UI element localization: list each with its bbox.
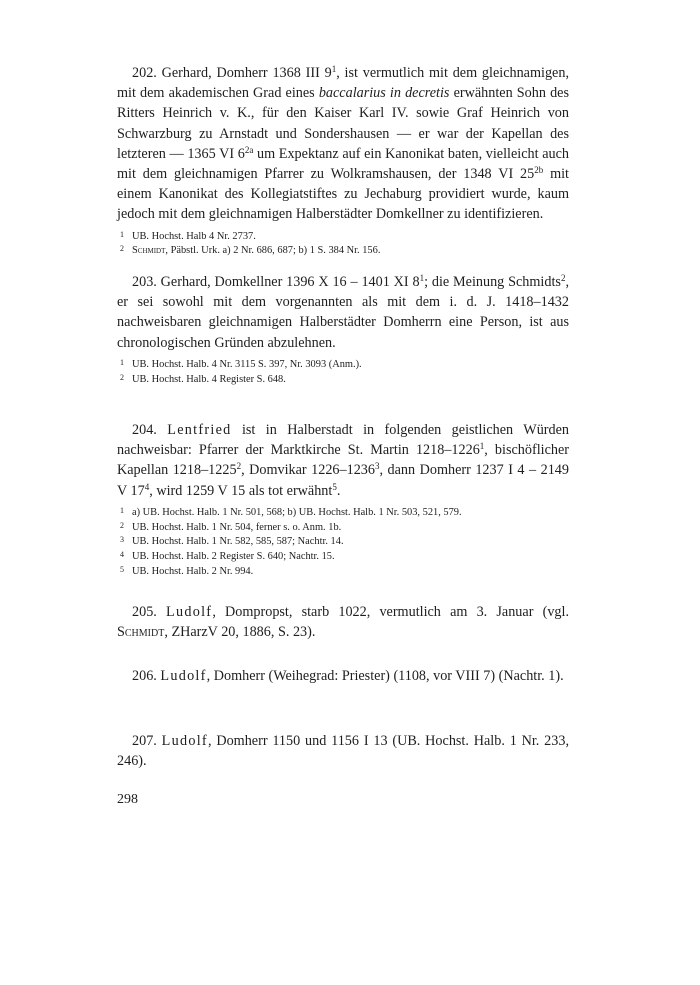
entry-203 [117, 272, 569, 387]
entry-204-text: 204. Lentfried ist in Halberstadt in folgenden geistlichen Würden nachweisbar: Pfarrer der Marktkirche St. Martin 1218–1226$^1$, bischöflicher Kapellan 1218–1225$^2$, Domvikar 1226–1236$^3$, dann Domherr 1237 I 4 – 2149 V $17^4$, wird 1259 V 15 als tot erwähnt$^5$. [117, 422, 569, 499]
entry-206 [117, 666, 569, 686]
footnote: 1 UB. Hochst. Halb. 4 Nr. 3115 S. 397, Nr. 3093 (Anm.). [120, 357, 362, 370]
entry-202 [117, 63, 569, 259]
entry-204-name: Lentfried [167, 422, 232, 438]
entry-205-text: 205. Ludolf, Dompropst, starb 1022, vermutlich am 3. Januar (vgl. Schmidt, ZHarzV 20, 1886, S. 23). [117, 604, 570, 641]
entry-205-name: Ludolf [166, 604, 213, 620]
entry-206-name: Ludolf [160, 668, 207, 684]
entry-203-text: 203. Gerhard, Domkellner 1396 X 16 – 1401 XI $8^1$; die Meinung Schmidts$^2$, er sei sowohl mit dem vorgenannten als mit dem i. d. J. 1418–1432 nachweisbaren gleichnamigen Halberstädter Domherrn eine Person, ist aus chronologischen Gründen abzulehnen. [117, 273, 569, 351]
entry-207-name: Ludolf [161, 733, 208, 749]
entry-204-footnotes [117, 506, 569, 580]
entry-207 [117, 731, 569, 771]
footnote: 2 UB. Hochst. Halb. 4 Register S. 648. [120, 372, 286, 385]
footnote: 3 UB. Hochst. Halb. 1 Nr. 582, 585, 587; Nachtr. 14. [120, 535, 344, 548]
entry-207-text: 207. Ludolf, Domherr 1150 und 1156 I 13 (UB. Hochst. Halb. 1 Nr. 233, 246). [117, 733, 569, 770]
page-number: 298 [117, 792, 138, 807]
entry-204 [117, 420, 569, 580]
footnote: 4 UB. Hochst. Halb. 2 Register S. 640; Nachtr. 15. [120, 550, 335, 563]
entry-202-footnotes [117, 230, 569, 260]
footnote: 2 Schmidt, Päbstl. Urk. a) 2 Nr. 686, 687; b) 1 S. 384 Nr. 156. [120, 244, 381, 257]
footnote: 2 UB. Hochst. Halb. 1 Nr. 504, ferner s. o. Anm. 1b. [120, 520, 342, 533]
footnote: 5 UB. Hochst. Halb. 2 Nr. 994. [120, 565, 254, 577]
footnote: 1 UB. Hochst. Halb 4 Nr. 2737. [120, 229, 256, 242]
footnote: 1 a) UB. Hochst. Halb. 1 Nr. 501, 568; b) UB. Hochst. Halb. 1 Nr. 503, 521, 579. [120, 505, 462, 518]
entry-205 [117, 602, 569, 642]
entry-206-text: 206. Ludolf, Domherr (Weihegrad: Priester) (1108, vor VIII 7) (Nachtr. 1). [132, 668, 564, 684]
entry-203-footnotes [117, 358, 569, 388]
entry-202-text: 202. Gerhard, Domherr 1368 III $9^1$, ist vermutlich mit dem gleichnamigen, mit dem akademischen Grad eines baccalarius in decretis erwähnten Sohn des Ritters Heinrich v. K., für den Kaiser Karl IV. sowie Graf Heinrich von Schwarzburg zu Arnstadt und Sondershausen — er war der Kapellan des letzteren — 1365 VI $6^{2a}$ um Expektanz auf ein Kanonikat baten, vielleicht auch mit dem gleichnamigen Pfarrer zu Wolkramshausen, der 1348 VI $25^{2b}$ mit einem Kanonikat des Kollegiatstiftes zu Jechaburg providiert wurde, kaum jedoch mit dem gleichnamigen Halberstädter Domkellner zu identifizieren. [117, 64, 570, 223]
